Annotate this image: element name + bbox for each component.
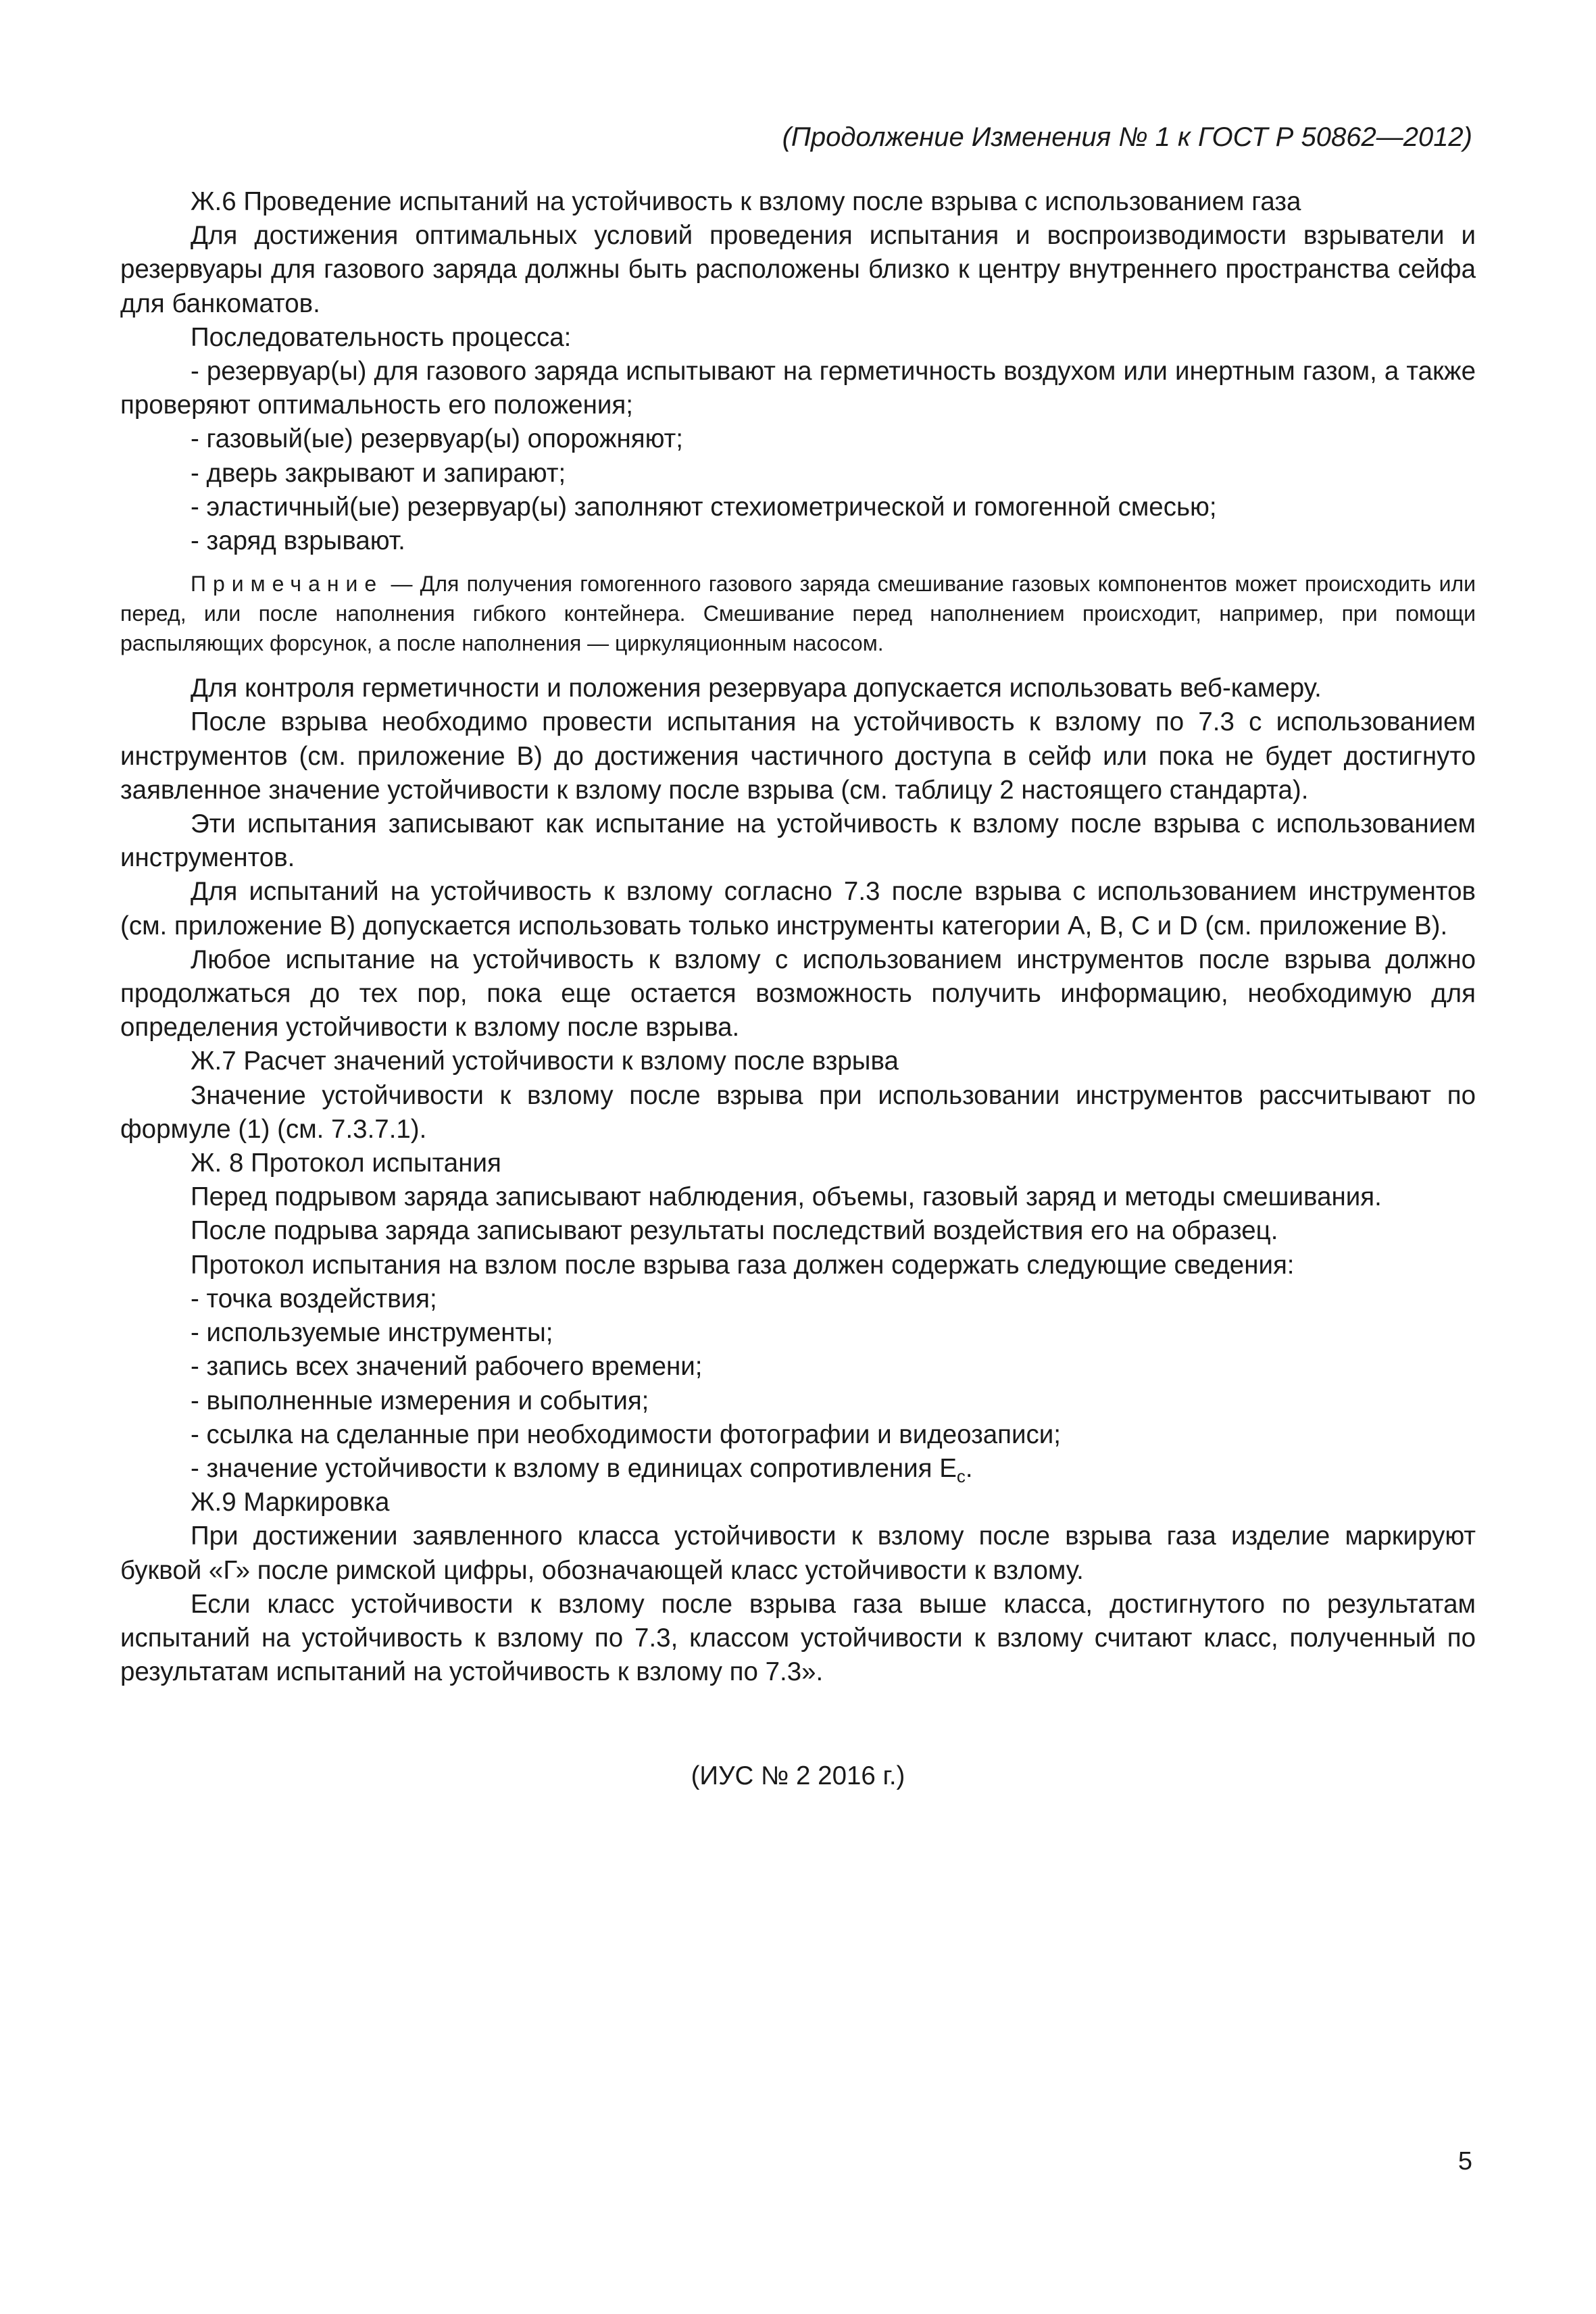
resistance-subscript: c <box>956 1465 966 1486</box>
section-heading-zh9: Ж.9 Маркировка <box>191 1488 390 1517</box>
list-item: - ссылка на сделанные при необходимости фотографии и видеозаписи; <box>191 1419 1061 1449</box>
body-paragraph: Для контроля герметичности и положения резервуара допускается использовать веб-камеру. <box>191 674 1322 703</box>
ius-reference: (ИУС № 2 2016 г.) <box>691 1761 905 1790</box>
body-paragraph: Для испытаний на устойчивость к взлому согласно 7.3 после взрыва с использованием инструментов (см. приложение В) допускается использовать только инструменты категории А, В, С и D (см. приложение В). <box>120 877 1476 940</box>
list-item: - газовый(ые) резервуар(ы) опорожняют; <box>191 424 683 454</box>
body-paragraph: После подрыва заряда записывают результаты последствий воздействия его на образец. <box>191 1216 1278 1246</box>
list-item: - выполненные измерения и события; <box>191 1386 649 1415</box>
document-body <box>120 185 1476 1689</box>
body-paragraph: Если класс устойчивости к взлому после взрыва газа выше класса, достигнутого по результатам испытаний на устойчивость к взлому по 7.3, классом устойчивости к взлому считают класс, полученный по результатам испытаний на устойчивость к взлому по 7.3». <box>120 1589 1476 1687</box>
section-heading-zh8: Ж. 8 Протокол испытания <box>191 1149 501 1178</box>
list-item: - используемые инструменты; <box>191 1318 553 1348</box>
section-heading-zh6: Ж.6 Проведение испытаний на устойчивость к взлому после взрыва с использованием газа <box>191 187 1301 216</box>
list-item: - дверь закрывают и запирают; <box>191 458 566 488</box>
list-item: - заряд взрывают. <box>191 526 405 556</box>
page-number: 5 <box>1457 2147 1472 2175</box>
resistance-end: . <box>965 1453 973 1483</box>
list-item: - запись всех значений рабочего времени; <box>191 1352 703 1382</box>
list-item: - резервуар(ы) для газового заряда испытывают на герметичность воздухом или инертным газом, а также проверяют оптимальность его положения; <box>120 357 1476 420</box>
running-header: (Продолжение Изменения № 1 к ГОСТ Р 50862—2012) <box>782 122 1472 152</box>
body-paragraph: Последовательность процесса: <box>191 322 572 352</box>
body-paragraph: Значение устойчивости к взлому после взрыва при использовании инструментов рассчитывают по формуле (1) (см. 7.3.7.1). <box>120 1080 1476 1144</box>
resistance-text: - значение устойчивости к взлому в единицах сопротивления E <box>191 1453 957 1483</box>
body-paragraph: Протокол испытания на взлом после взрыва газа должен содержать следующие сведения: <box>191 1250 1295 1280</box>
list-item <box>120 1452 1476 1486</box>
note-label: Примечание <box>191 572 384 597</box>
body-paragraph: При достижении заявленного класса устойчивости к взлому после взрыва газа изделие маркируют буквой «Г» после римской цифры, обозначающей класс устойчивости к взлому. <box>120 1521 1476 1585</box>
body-paragraph: Перед подрывом заряда записывают наблюдения, объемы, газовый заряд и методы смешивания. <box>191 1182 1382 1212</box>
section-heading-zh7: Ж.7 Расчет значений устойчивости к взлому после взрыва <box>191 1047 899 1076</box>
list-item: - точка воздействия; <box>191 1284 437 1313</box>
body-paragraph: Эти испытания записывают как испытание на устойчивость к взлому после взрыва с использованием инструментов. <box>120 809 1476 873</box>
body-paragraph: После взрыва необходимо провести испытания на устойчивость к взлому по 7.3 с использованием инструментов (см. приложение В) до достижения частичного доступа в сейф или пока не будет достигнуто заявленное значение устойчивости к взлому после взрыва (см. таблицу 2 настоящего стандарта). <box>120 707 1476 805</box>
body-paragraph: Любое испытание на устойчивость к взлому с использованием инструментов после взрыва должно продолжаться до тех пор, пока еще остается возможность получить информацию, необходимую для определения устойчивости к взлому после взрыва. <box>120 945 1476 1042</box>
list-item: - эластичный(ые) резервуар(ы) заполняют стехиометрической и гомогенной смесью; <box>191 492 1217 522</box>
body-paragraph: Для достижения оптимальных условий проведения испытания и воспроизводимости взрыватели и резервуары для газового заряда должны быть расположены близко к центру внутреннего пространства сейфа для банкоматов. <box>120 221 1476 318</box>
note-block <box>120 569 1476 658</box>
note-text: — Для получения гомогенного газового заряда смешивание газовых компонентов может происходить или перед, или после наполнения гибкого контейнера. Смешивание перед наполнением происходит, например, при помощи распыляющих форсунок, а после наполнения — циркуляционным насосом. <box>120 572 1476 656</box>
